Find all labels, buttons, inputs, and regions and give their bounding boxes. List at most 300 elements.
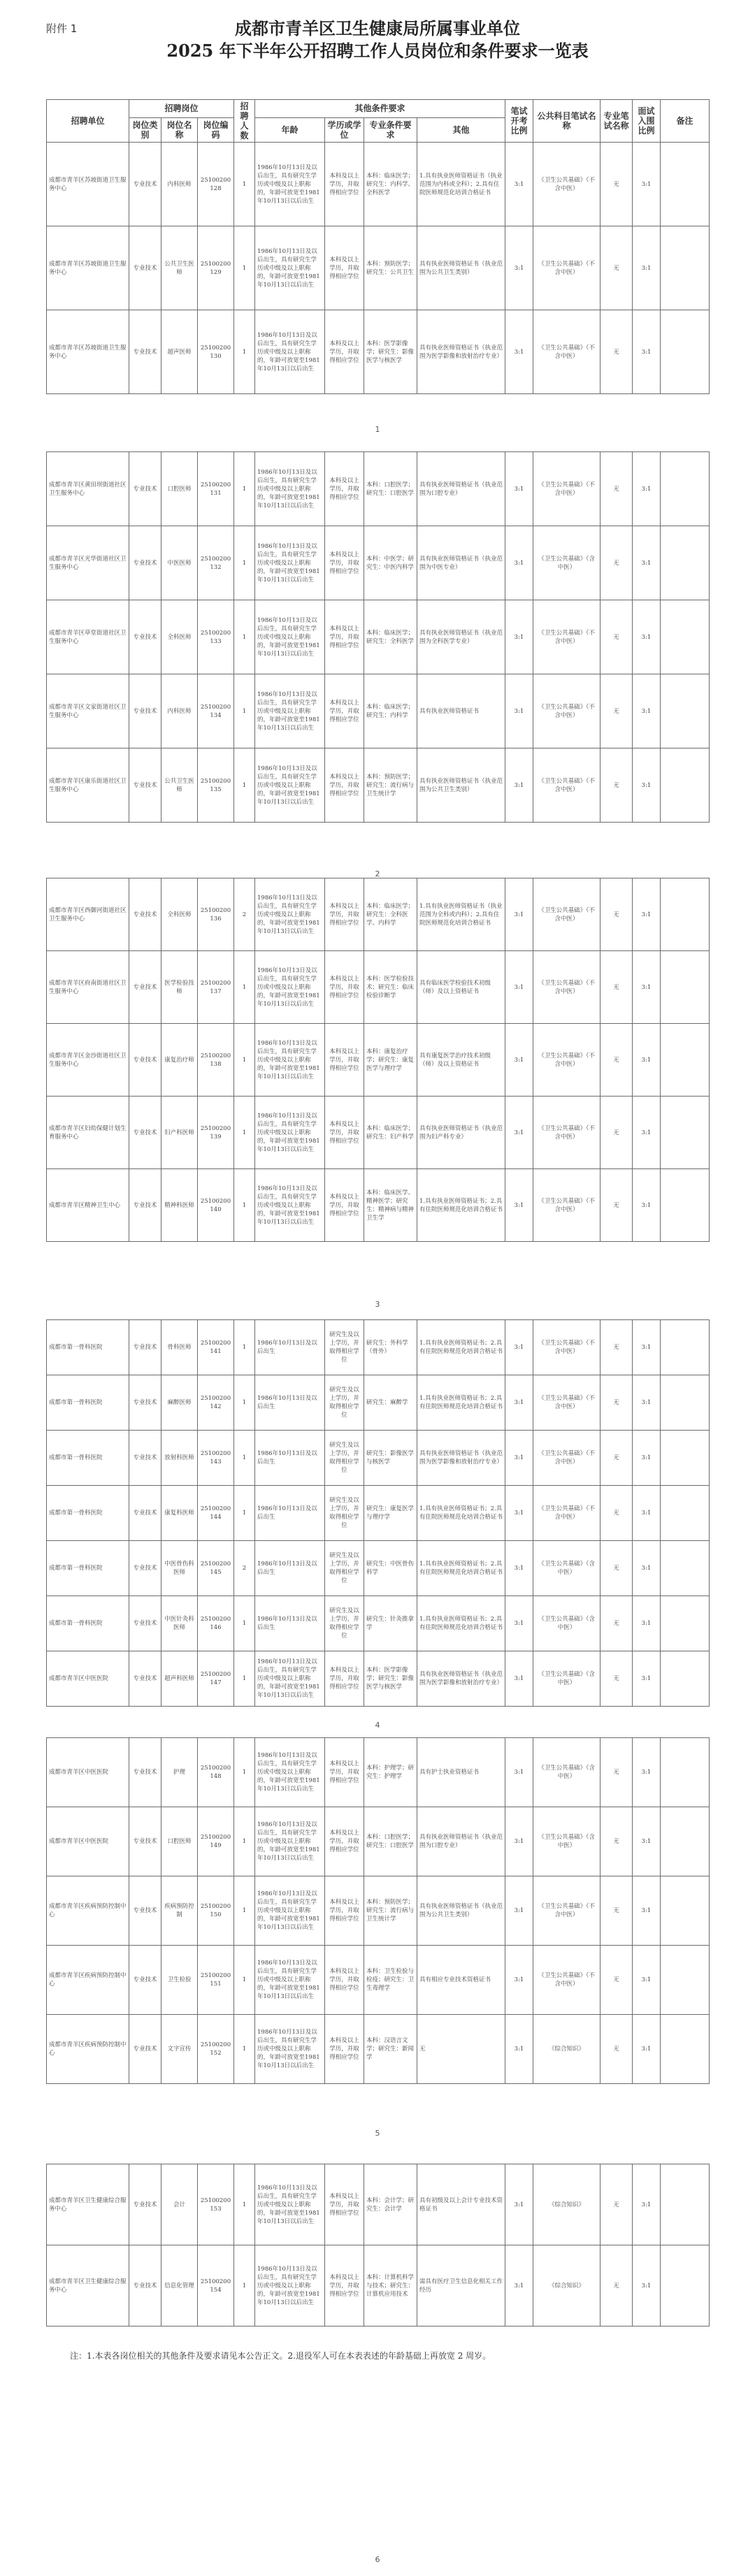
table-cell: 成都市青羊区西御河街道社区卫生服务中心 <box>47 878 129 951</box>
table-row <box>47 143 710 226</box>
table-cell: 3:1 <box>505 2015 533 2084</box>
table-cell: 专业技术 <box>129 526 161 600</box>
table-row <box>47 1541 710 1596</box>
table-cell: 本科：预防医学；研究生：流行病与卫生统计学 <box>364 1876 417 1946</box>
table-cell: 3:1 <box>505 1375 533 1431</box>
table-cell: 具有执业医师资格证书（执业范围为全科医学专业） <box>417 600 505 674</box>
table-cell: 无 <box>601 143 633 226</box>
table-cell: 1.具有执业医师资格证书（执业范围为全科或内科）；2.具有住院医师规范化培训合格证书 <box>417 878 505 951</box>
table-cell: 3:1 <box>633 1596 661 1651</box>
table-cell: 1.具有执业医师资格证书；2.具有住院医师规范化培训合格证书 <box>417 1320 505 1375</box>
table-cell: 无 <box>601 1320 633 1375</box>
table-cell: 无 <box>601 1807 633 1876</box>
table-cell: 25100200146 <box>198 1596 234 1651</box>
table-cell: 无 <box>601 951 633 1024</box>
table-cell: 1 <box>234 226 255 310</box>
table-cell: 25100200145 <box>198 1541 234 1596</box>
table-cell: 《卫生公共基础》（不含中医） <box>533 452 601 526</box>
table-cell: 成都市青羊区中医医院 <box>47 1807 129 1876</box>
table-cell: 本科及以上学历，并取得相应学位 <box>325 1807 364 1876</box>
recruitment-table-page-2 <box>46 451 710 823</box>
table-cell: 本科：会计学；研究生：会计学 <box>364 2164 417 2245</box>
table-cell: 25100200136 <box>198 878 234 951</box>
footnote: 注：1.本表各岗位相关的其他条件及要求请见本公告正文。2.退役军人可在本表表述的年龄基础上再放宽 2 周岁。 <box>70 2351 491 2361</box>
table-cell: 1986年10月13日及以后出生 <box>255 1486 325 1541</box>
table-cell: 3:1 <box>505 1541 533 1596</box>
table-cell: 1 <box>234 2245 255 2327</box>
table-cell: 成都市青羊区疾病预防控制中心 <box>47 1876 129 1946</box>
table-cell: 3:1 <box>505 452 533 526</box>
table-cell: 超声科医师 <box>161 1651 198 1707</box>
table-cell: 本科：临床医学；研究生：内科学、全科医学 <box>364 143 417 226</box>
table-cell: 25100200150 <box>198 1876 234 1946</box>
table-cell: 《卫生公共基础》（不含中医） <box>533 1169 601 1242</box>
table-cell: 《卫生公共基础》（不含中医） <box>533 674 601 748</box>
table-cell <box>661 1541 710 1596</box>
table-cell: 本科：临床医学；研究生：内科学 <box>364 674 417 748</box>
table-cell: 1986年10月13日及以后出生，具有研究生学历或中级及以上职称的，年龄可放宽至1981年10月13日以后出生 <box>255 748 325 823</box>
table-cell: 本科：临床医学；研究生：全科医学 <box>364 600 417 674</box>
table-cell <box>661 226 710 310</box>
table-cell: 1 <box>234 1169 255 1242</box>
table-cell: 1.具有执业医师资格证书；2.具有住院医师规范化培训合格证书 <box>417 1596 505 1651</box>
table-cell: 3:1 <box>505 1024 533 1097</box>
table-cell: 《卫生公共基础》（不含中医） <box>533 951 601 1024</box>
table-cell: 专业技术 <box>129 600 161 674</box>
table-cell: 成都市青羊区疾病预防控制中心 <box>47 1946 129 2015</box>
table-cell: 《卫生公共基础》（不含中医） <box>533 1375 601 1431</box>
table-cell: 专业技术 <box>129 1738 161 1807</box>
table-row <box>47 1738 710 1807</box>
table-cell: 《卫生公共基础》（不含中医） <box>533 1946 601 2015</box>
table-cell: 《卫生公共基础》（含中医） <box>533 1541 601 1596</box>
table-cell: 本科：预防医学；研究生：流行病与卫生统计学 <box>364 748 417 823</box>
table-row <box>47 748 710 823</box>
table-cell: 《卫生公共基础》（含中医） <box>533 1738 601 1807</box>
table-cell: 专业技术 <box>129 1169 161 1242</box>
recruitment-table-page-6 <box>46 2164 710 2327</box>
table-cell: 25100200130 <box>198 310 234 394</box>
table-row <box>47 674 710 748</box>
table-cell: 成都市青羊区疾病预防控制中心 <box>47 2015 129 2084</box>
table-cell: 无 <box>601 1876 633 1946</box>
table-cell: 1986年10月13日及以后出生，具有研究生学历或中级及以上职称的，年龄可放宽至1981年10月13日以后出生 <box>255 2015 325 2084</box>
table-cell: 具有执业医师资格证书（执业范围为医学影像和放射治疗专业） <box>417 1431 505 1486</box>
header-interview-ratio: 面试入围比例 <box>633 100 661 143</box>
table-cell <box>661 143 710 226</box>
table-cell: 本科及以上学历，并取得相应学位 <box>325 526 364 600</box>
table-cell: 《卫生公共基础》（不含中医） <box>533 878 601 951</box>
page-number: 1 <box>375 425 380 434</box>
header-age: 年龄 <box>255 117 325 142</box>
table-cell: 3:1 <box>633 1876 661 1946</box>
page-title-line-2: 2025 年下半年公开招聘工作人员岗位和条件要求一览表 <box>166 41 589 61</box>
table-cell: 1986年10月13日及以后出生，具有研究生学历或中级及以上职称的，年龄可放宽至1981年10月13日以后出生 <box>255 1807 325 1876</box>
table-cell: 专业技术 <box>129 951 161 1024</box>
table-cell: 1986年10月13日及以后出生，具有研究生学历或中级及以上职称的，年龄可放宽至1981年10月13日以后出生 <box>255 951 325 1024</box>
table-cell <box>661 526 710 600</box>
table-cell: 1986年10月13日及以后出生 <box>255 1541 325 1596</box>
table-cell: 《卫生公共基础》（含中医） <box>533 1596 601 1651</box>
table-cell: 25100200139 <box>198 1097 234 1169</box>
table-cell: 本科：计算机科学与技术；研究生：计算机应用技术 <box>364 2245 417 2327</box>
table-cell <box>661 1876 710 1946</box>
table-cell: 3:1 <box>633 310 661 394</box>
table-cell: 无 <box>601 2245 633 2327</box>
table-cell: 3:1 <box>505 1946 533 2015</box>
table-cell: 专业技术 <box>129 878 161 951</box>
table-cell: 成都市第一骨科医院 <box>47 1541 129 1596</box>
table-cell: 《卫生公共基础》（不含中医） <box>533 1431 601 1486</box>
table-cell: 成都市青羊区府南街道社区卫生服务中心 <box>47 951 129 1024</box>
table-cell: 3:1 <box>505 1486 533 1541</box>
table-row <box>47 1375 710 1431</box>
table-cell: 中医骨伤科医师 <box>161 1541 198 1596</box>
header-remark: 备注 <box>661 100 710 143</box>
table-cell <box>661 1375 710 1431</box>
recruitment-table-page-5 <box>46 1737 710 2084</box>
table-cell: 1 <box>234 951 255 1024</box>
table-cell: 1986年10月13日及以后出生 <box>255 1431 325 1486</box>
table-cell: 3:1 <box>505 226 533 310</box>
table-cell: 《综合知识》 <box>533 2015 601 2084</box>
table-cell <box>661 1651 710 1707</box>
table-cell: 本科：口腔医学；研究生：口腔医学 <box>364 1807 417 1876</box>
header-post-type: 岗位类别 <box>129 117 161 142</box>
table-cell: 25100200128 <box>198 143 234 226</box>
page-number: 5 <box>375 2129 380 2138</box>
table-cell: 3:1 <box>505 674 533 748</box>
table-cell: 具有执业医师资格证书（执业范围为妇产科专业） <box>417 1097 505 1169</box>
table-cell <box>661 878 710 951</box>
table-cell: 超声医师 <box>161 310 198 394</box>
table-cell: 本科及以上学历，并取得相应学位 <box>325 1169 364 1242</box>
table-cell: 1 <box>234 143 255 226</box>
table-cell: 3:1 <box>505 1738 533 1807</box>
table-cell: 无 <box>601 1738 633 1807</box>
table-row <box>47 1596 710 1651</box>
table-cell: 1986年10月13日及以后出生，具有研究生学历或中级及以上职称的，年龄可放宽至1981年10月13日以后出生 <box>255 310 325 394</box>
table-cell: 25100200154 <box>198 2245 234 2327</box>
table-cell: 3:1 <box>505 1431 533 1486</box>
recruitment-table-page-1 <box>46 99 710 394</box>
table-cell: 全科医师 <box>161 600 198 674</box>
table-cell: 护理 <box>161 1738 198 1807</box>
table-cell: 专业技术 <box>129 1486 161 1541</box>
table-cell: 25100200132 <box>198 526 234 600</box>
table-cell: 2 <box>234 1541 255 1596</box>
table-cell: 妇产科医师 <box>161 1097 198 1169</box>
table-cell: 具有执业医师资格证书（执业范围为公共卫生类别） <box>417 748 505 823</box>
recruitment-table-page-3 <box>46 878 710 1242</box>
page-title-line-1: 成都市青羊区卫生健康局所属事业单位 <box>235 18 520 38</box>
table-cell: 本科及以上学历，并取得相应学位 <box>325 878 364 951</box>
table-cell: 1 <box>234 1651 255 1707</box>
table-cell: 25100200138 <box>198 1024 234 1097</box>
table-cell: 康复治疗师 <box>161 1024 198 1097</box>
table-cell: 《卫生公共基础》（含中医） <box>533 1651 601 1707</box>
table-cell: 3:1 <box>633 748 661 823</box>
table-cell: 研究生及以上学历，并取得相应学位 <box>325 1541 364 1596</box>
table-cell: 研究生及以上学历，并取得相应学位 <box>325 1375 364 1431</box>
table-cell: 1986年10月13日及以后出生，具有研究生学历或中级及以上职称的，年龄可放宽至1981年10月13日以后出生 <box>255 1169 325 1242</box>
table-row <box>47 1169 710 1242</box>
table-cell: 本科及以上学历，并取得相应学位 <box>325 226 364 310</box>
table-cell: 专业技术 <box>129 1651 161 1707</box>
table-cell: 无 <box>601 1024 633 1097</box>
table-cell: 成都市青羊区妇幼保健计划生育服务中心 <box>47 1097 129 1169</box>
table-cell: 具有执业医师资格证书（执业范围为公共卫生类别） <box>417 1876 505 1946</box>
table-cell: 疾病预防控制 <box>161 1876 198 1946</box>
table-cell: 专业技术 <box>129 748 161 823</box>
table-cell: 成都市青羊区黄田坝街道社区卫生服务中心 <box>47 452 129 526</box>
table-cell: 专业技术 <box>129 1375 161 1431</box>
table-cell: 《卫生公共基础》（含中医） <box>533 526 601 600</box>
table-cell: 1986年10月13日及以后出生，具有研究生学历或中级及以上职称的，年龄可放宽至1981年10月13日以后出生 <box>255 1024 325 1097</box>
table-cell: 25100200143 <box>198 1431 234 1486</box>
table-cell: 研究生及以上学历，并取得相应学位 <box>325 1320 364 1375</box>
table-cell: 研究生：外科学（骨外） <box>364 1320 417 1375</box>
table-cell: 文字宣传 <box>161 2015 198 2084</box>
table-cell: 3:1 <box>633 1431 661 1486</box>
table-row <box>47 2245 710 2327</box>
table-cell: 3:1 <box>505 1097 533 1169</box>
table-cell: 专业技术 <box>129 2245 161 2327</box>
header-major: 专业条件要求 <box>364 117 417 142</box>
table-row <box>47 310 710 394</box>
header-count: 招聘人数 <box>234 100 255 143</box>
table-cell: 25100200140 <box>198 1169 234 1242</box>
table-cell: 无 <box>601 1486 633 1541</box>
table-cell: 本科：临床医学；研究生：全科医学、内科学 <box>364 878 417 951</box>
table-cell <box>661 2015 710 2084</box>
table-cell: 1986年10月13日及以后出生，具有研究生学历或中级及以上职称的，年龄可放宽至1981年10月13日以后出生 <box>255 1946 325 2015</box>
table-cell: 本科及以上学历，并取得相应学位 <box>325 1097 364 1169</box>
table-cell: 1 <box>234 1807 255 1876</box>
table-row <box>47 1320 710 1375</box>
table-cell: 3:1 <box>633 674 661 748</box>
table-cell <box>661 452 710 526</box>
table-cell: 成都市青羊区中医医院 <box>47 1651 129 1707</box>
table-cell: 中医针灸科医师 <box>161 1596 198 1651</box>
table-row <box>47 2164 710 2245</box>
table-cell: 无 <box>601 2015 633 2084</box>
table-cell <box>661 600 710 674</box>
table-row <box>47 452 710 526</box>
table-cell: 本科及以上学历，并取得相应学位 <box>325 2015 364 2084</box>
table-cell: 3:1 <box>633 1375 661 1431</box>
table-cell: 3:1 <box>505 1876 533 1946</box>
table-cell: 1986年10月13日及以后出生，具有研究生学历或中级及以上职称的，年龄可放宽至1981年10月13日以后出生 <box>255 878 325 951</box>
table-cell: 3:1 <box>505 1807 533 1876</box>
table-cell <box>661 1169 710 1242</box>
table-cell: 《卫生公共基础》（不含中医） <box>533 600 601 674</box>
table-cell: 具有执业医师资格证书（执业范围为公共卫生类别） <box>417 226 505 310</box>
table-cell: 本科及以上学历，并取得相应学位 <box>325 951 364 1024</box>
table-cell: 1986年10月13日及以后出生，具有研究生学历或中级及以上职称的，年龄可放宽至1981年10月13日以后出生 <box>255 1876 325 1946</box>
table-cell: 无 <box>601 226 633 310</box>
table-cell <box>661 1807 710 1876</box>
table-row <box>47 878 710 951</box>
table-cell: 《卫生公共基础》（不含中医） <box>533 1486 601 1541</box>
table-cell: 医学检验技师 <box>161 951 198 1024</box>
table-cell: 3:1 <box>505 600 533 674</box>
table-cell: 1.具有执业医师资格证书；2.具有住院医师规范化培训合格证书 <box>417 1375 505 1431</box>
table-row <box>47 600 710 674</box>
table-cell: 3:1 <box>633 2245 661 2327</box>
table-cell <box>661 748 710 823</box>
table-cell: 3:1 <box>633 1169 661 1242</box>
table-cell: 成都市青羊区苏坡街道卫生服务中心 <box>47 226 129 310</box>
table-row <box>47 951 710 1024</box>
table-cell: 25100200133 <box>198 600 234 674</box>
header-post-name: 岗位名称 <box>161 117 198 142</box>
table-cell: 3:1 <box>633 1320 661 1375</box>
table-row <box>47 1807 710 1876</box>
table-cell: 无 <box>601 878 633 951</box>
table-cell: 成都市第一骨科医院 <box>47 1596 129 1651</box>
table-cell: 无 <box>601 1946 633 2015</box>
table-cell: 无 <box>601 1596 633 1651</box>
table-cell: 1986年10月13日及以后出生，具有研究生学历或中级及以上职称的，年龄可放宽至1981年10月13日以后出生 <box>255 2245 325 2327</box>
table-cell: 1986年10月13日及以后出生，具有研究生学历或中级及以上职称的，年龄可放宽至1981年10月13日以后出生 <box>255 600 325 674</box>
table-cell: 专业技术 <box>129 1541 161 1596</box>
table-cell: 研究生：针灸推拿学 <box>364 1596 417 1651</box>
table-cell: 1986年10月13日及以后出生，具有研究生学历或中级及以上职称的，年龄可放宽至1981年10月13日以后出生 <box>255 2164 325 2245</box>
table-cell: 具有初级及以上会计专业技术资格证书 <box>417 2164 505 2245</box>
table-cell: 1 <box>234 1097 255 1169</box>
header-unit: 招聘单位 <box>47 100 129 143</box>
table-cell: 成都市第一骨科医院 <box>47 1375 129 1431</box>
table-cell: 3:1 <box>633 951 661 1024</box>
table-cell: 无 <box>601 748 633 823</box>
table-row <box>47 1876 710 1946</box>
table-cell: 成都市青羊区苏坡街道卫生服务中心 <box>47 143 129 226</box>
table-cell: 1.具有执业医师资格证书；2.具有住院医师规范化培训合格证书 <box>417 1486 505 1541</box>
table-cell: 3:1 <box>633 452 661 526</box>
table-cell: 成都市青羊区中医医院 <box>47 1738 129 1807</box>
table-cell: 《卫生公共基础》（不含中医） <box>533 310 601 394</box>
page-number: 4 <box>375 1721 380 1730</box>
table-cell: 成都市第一骨科医院 <box>47 1486 129 1541</box>
table-cell: 成都市青羊区卫生健康综合服务中心 <box>47 2164 129 2245</box>
table-cell: 放射科医师 <box>161 1431 198 1486</box>
table-cell: 本科及以上学历，并取得相应学位 <box>325 310 364 394</box>
table-cell: 25100200148 <box>198 1738 234 1807</box>
table-cell: 1986年10月13日及以后出生，具有研究生学历或中级及以上职称的，年龄可放宽至1981年10月13日以后出生 <box>255 1738 325 1807</box>
table-cell: 专业技术 <box>129 1596 161 1651</box>
table-cell: 研究生：麻醉学 <box>364 1375 417 1431</box>
table-cell: 专业技术 <box>129 226 161 310</box>
table-cell: 研究生：影像医学与核医学 <box>364 1431 417 1486</box>
table-cell: 1 <box>234 1486 255 1541</box>
table-cell: 3:1 <box>505 526 533 600</box>
header-row-1 <box>47 100 710 118</box>
table-cell: 3:1 <box>633 878 661 951</box>
table-cell: 研究生及以上学历，并取得相应学位 <box>325 1596 364 1651</box>
table-cell: 本科及以上学历，并取得相应学位 <box>325 1946 364 2015</box>
table-cell: 本科及以上学历，并取得相应学位 <box>325 143 364 226</box>
table-cell: 《卫生公共基础》（不含中医） <box>533 748 601 823</box>
table-cell: 1 <box>234 600 255 674</box>
table-cell: 3:1 <box>633 143 661 226</box>
table-cell: 1 <box>234 526 255 600</box>
table-cell: 具有执业医师资格证书（执业范围为医学影像和放射治疗专业） <box>417 310 505 394</box>
table-cell: 25100200129 <box>198 226 234 310</box>
page-number: 3 <box>375 1300 380 1309</box>
table-cell: 3:1 <box>505 1596 533 1651</box>
table-cell: 具有康复医学治疗技术初级（师）及以上资格证书 <box>417 1024 505 1097</box>
table-cell: 《综合知识》 <box>533 2245 601 2327</box>
table-cell: 研究生及以上学历，并取得相应学位 <box>325 1431 364 1486</box>
table-cell: 专业技术 <box>129 143 161 226</box>
table-cell: 1986年10月13日及以后出生，具有研究生学历或中级及以上职称的，年龄可放宽至1981年10月13日以后出生 <box>255 674 325 748</box>
table-cell: 1986年10月13日及以后出生 <box>255 1596 325 1651</box>
table-cell: 1 <box>234 1596 255 1651</box>
table-row <box>47 1486 710 1541</box>
table-cell: 《卫生公共基础》（不含中医） <box>533 1320 601 1375</box>
table-cell: 3:1 <box>633 526 661 600</box>
table-cell: 《卫生公共基础》（含中医） <box>533 1807 601 1876</box>
table-cell: 1 <box>234 674 255 748</box>
table-cell: 1986年10月13日及以后出生，具有研究生学历或中级及以上职称的，年龄可放宽至1981年10月13日以后出生 <box>255 1097 325 1169</box>
table-cell <box>661 1946 710 2015</box>
table-cell: 1 <box>234 1024 255 1097</box>
table-cell: 1 <box>234 1738 255 1807</box>
table-cell: 内科医师 <box>161 674 198 748</box>
table-cell: 本科：临床医学、精神医学；研究生：精神病与精神卫生学 <box>364 1169 417 1242</box>
table-cell: 专业技术 <box>129 674 161 748</box>
table-cell: 成都市青羊区草堂街道社区卫生服务中心 <box>47 600 129 674</box>
table-cell: 无 <box>601 2164 633 2245</box>
table-cell: 专业技术 <box>129 1946 161 2015</box>
table-cell <box>661 2164 710 2245</box>
table-cell: 3:1 <box>633 1541 661 1596</box>
table-cell: 3:1 <box>633 1486 661 1541</box>
table-cell: 专业技术 <box>129 452 161 526</box>
table-cell: 25100200135 <box>198 748 234 823</box>
table-cell: 专业技术 <box>129 1320 161 1375</box>
table-cell: 本科及以上学历，并取得相应学位 <box>325 1651 364 1707</box>
table-cell: 3:1 <box>633 600 661 674</box>
table-cell: 无 <box>601 452 633 526</box>
table-cell: 康复科医师 <box>161 1486 198 1541</box>
table-cell: 成都市第一骨科医院 <box>47 1320 129 1375</box>
page-number: 6 <box>375 2555 380 2564</box>
table-cell <box>661 1320 710 1375</box>
table-row <box>47 526 710 600</box>
table-cell: 3:1 <box>505 143 533 226</box>
table-cell: 无 <box>601 526 633 600</box>
table-cell: 专业技术 <box>129 310 161 394</box>
table-cell: 1 <box>234 1431 255 1486</box>
table-cell: 3:1 <box>633 2164 661 2245</box>
table-cell <box>661 674 710 748</box>
table-cell: 1.具有执业医师资格证书；2.具有住院医师规范化培训合格证书 <box>417 1541 505 1596</box>
table-cell: 本科：医学影像学；研究生：影像医学与核医学 <box>364 1651 417 1707</box>
table-cell: 本科：医学检验技术；研究生：临床检验诊断学 <box>364 951 417 1024</box>
table-cell: 本科及以上学历，并取得相应学位 <box>325 1876 364 1946</box>
table-cell: 研究生：中医骨伤科学 <box>364 1541 417 1596</box>
table-cell: 研究生及以上学历，并取得相应学位 <box>325 1486 364 1541</box>
table-cell: 具有执业医师资格证书（执业范围为口腔专业） <box>417 452 505 526</box>
table-cell: 1.具有执业医师资格证书（执业范围为内科或全科）；2.具有住院医师规范化培训合格证书 <box>417 143 505 226</box>
header-public-subject: 公共科目笔试名称 <box>533 100 601 143</box>
table-cell: 公共卫生医师 <box>161 748 198 823</box>
table-cell: 无 <box>601 1375 633 1431</box>
table-cell: 1986年10月13日及以后出生，具有研究生学历或中级及以上职称的，年龄可放宽至1981年10月13日以后出生 <box>255 143 325 226</box>
table-cell: 3:1 <box>505 1320 533 1375</box>
